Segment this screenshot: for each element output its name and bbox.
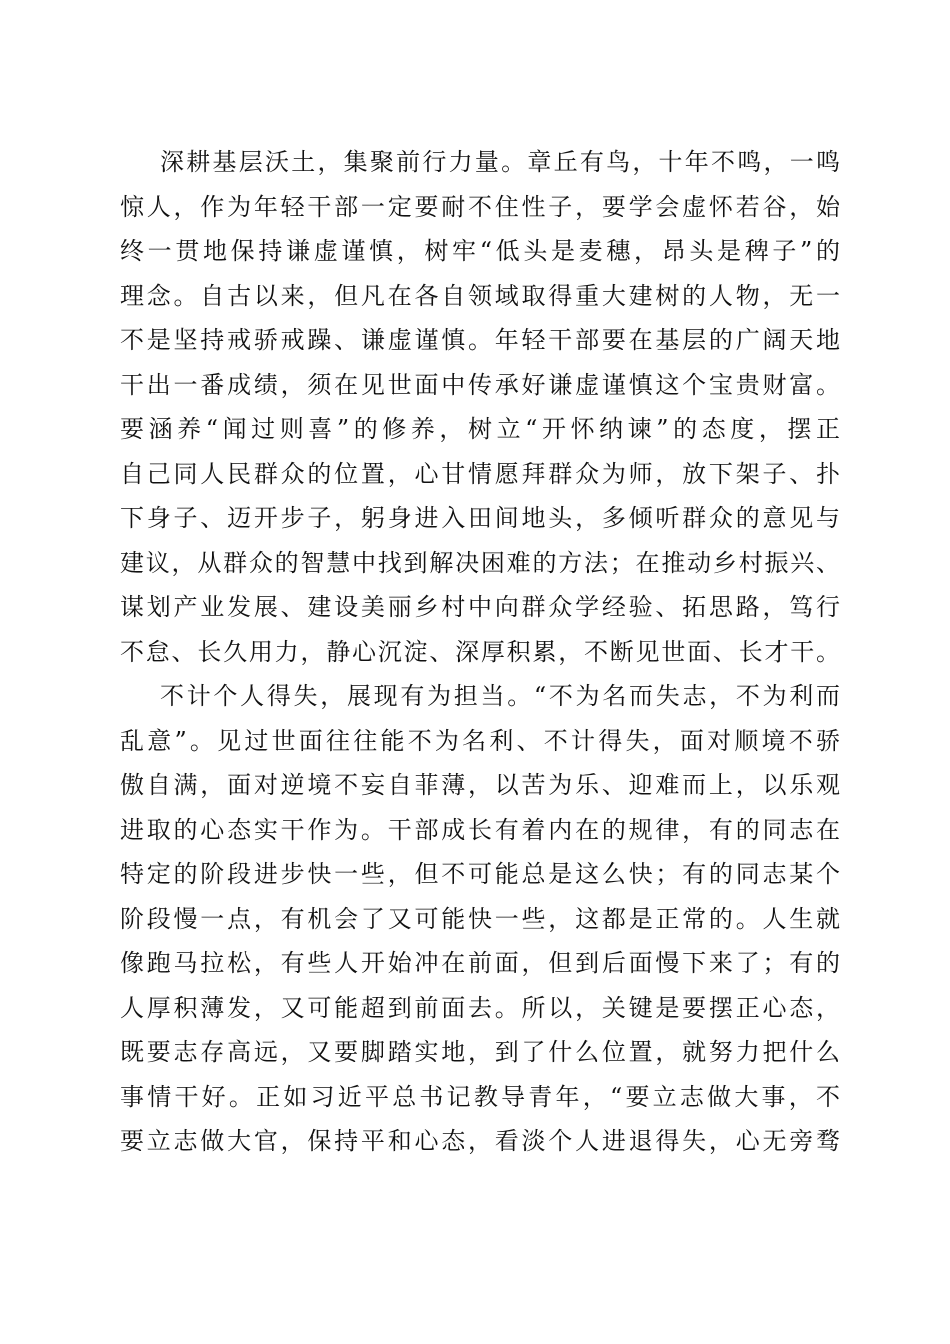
text-line: 特定的阶段进步快一些，但不可能总是这么快；有的同志某个 (120, 860, 840, 888)
text-line: 事情干好。正如习近平总书记教导青年，“要立志做大事，不 (120, 1082, 840, 1111)
text-line: 理念。自古以来，但凡在各自领域取得重大建树的人物，无一 (120, 281, 840, 310)
text-line: 自己同人民群众的位置，心甘情愿拜群众为师，放下架子、扑 (120, 459, 840, 488)
text-line: 干出一番成绩，须在见世面中传承好谦虚谨慎这个宝贵财富。 (120, 370, 840, 399)
text-line: 惊人，作为年轻干部一定要耐不住性子，要学会虚怀若谷，始 (120, 192, 840, 221)
text-line: 谋划产业发展、建设美丽乡村中向群众学经验、拓思路，笃行 (120, 593, 840, 621)
text-line: 进取的心态实干作为。干部成长有着内在的规律，有的同志在 (120, 815, 840, 844)
text-line: 既要志存高远，又要脚踏实地，到了什么位置，就努力把什么 (120, 1038, 840, 1066)
text-line: 下身子、迈开步子，躬身进入田间地头，多倾听群众的意见与 (120, 504, 840, 532)
text-line: 终一贯地保持谦虚谨慎，树牢“低头是麦穗，昂头是稗子”的 (120, 237, 840, 265)
text-line: 阶段慢一点，有机会了又可能快一些，这都是正常的。人生就 (120, 904, 840, 933)
text-line: 像跑马拉松，有些人开始冲在前面，但到后面慢下来了；有的 (120, 949, 840, 977)
text-line: 要涵养“闻过则喜”的修养，树立“开怀纳谏”的态度，摆正 (120, 415, 840, 443)
paragraph-first-line: 不计个人得失，展现有为担当。“不为名而失志，不为利而 (160, 682, 840, 710)
text-line: 傲自满，面对逆境不妄自菲薄，以苦为乐、迎难而上，以乐观 (120, 771, 840, 799)
text-line: 不是坚持戒骄戒躁、谦虚谨慎。年轻干部要在基层的广阔天地 (120, 326, 840, 354)
text-line: 要立志做大官，保持平和心态，看淡个人进退得失，心无旁骛 (120, 1127, 840, 1155)
document-body (120, 140, 840, 1164)
text-line: 人厚积薄发，又可能超到前面去。所以，关键是要摆正心态， (120, 993, 840, 1022)
text-line: 不怠、长久用力，静心沉淀、深厚积累，不断见世面、长才干。 (120, 637, 840, 666)
text-line: 乱意”。见过世面往往能不为名利、不计得失，面对顺境不骄 (120, 726, 840, 755)
paragraph-first-line: 深耕基层沃土，集聚前行力量。章丘有鸟，十年不鸣，一鸣 (160, 148, 840, 176)
text-line: 建议，从群众的智慧中找到解决困难的方法；在推动乡村振兴、 (120, 548, 840, 577)
